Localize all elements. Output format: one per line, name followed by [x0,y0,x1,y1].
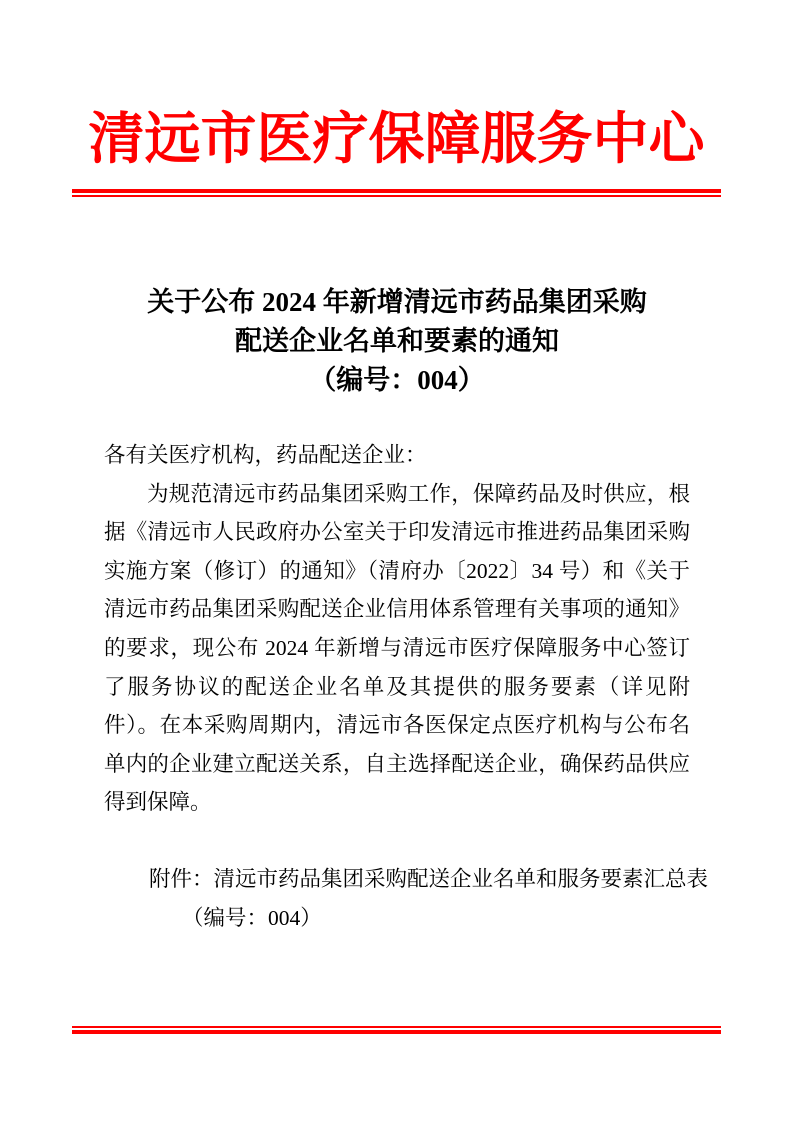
agency-letterhead: 清远市医疗保障服务中心 [88,109,705,171]
attachment-title: 清远市药品集团采购配送企业名单和服务要素汇总表 [213,866,709,891]
footer-divider-thin-line [72,1026,721,1028]
salutation: 各有关医疗机构，药品配送企业： [104,443,427,467]
header-divider-thick-line [72,189,721,193]
document-title [104,283,690,400]
document-title-line-3: （编号：004） [309,365,485,395]
document-title-line-1: 关于公布 2024 年新增清远市药品集团采购 [147,287,647,317]
document-body [104,436,709,937]
attachment-line [149,860,709,899]
header-divider-thin-line [72,195,721,197]
body-paragraph: 为规范清远市药品集团采购工作，保障药品及时供应，根据《清远市人民政府办公室关于印发清远市推进药品集团采购实施方案（修订）的通知》（清府办〔2022〕34 号）和《关于清远市药品集团采购配送企业信用体系管理有关事项的通知》的要求，现公布 2024 年新增与清远市医疗保障服务中心签订了服务协议的配送企业名单及其提供的服务要素（详见附件）。在本采购周期内，清远市各医保定点医疗机构与公布名单内的企业建立配送关系，自主选择配送企业，确保药品供应得到保障。 [104,481,690,815]
attachment-number: （编号：004） [182,905,322,930]
attachment-block [104,860,709,937]
attachment-label: 附件： [149,866,214,891]
header-divider [72,189,721,197]
document-title-line-2: 配送企业名单和要素的通知 [235,326,559,356]
footer-divider-thick-line [72,1030,721,1034]
footer-divider [72,1026,721,1034]
